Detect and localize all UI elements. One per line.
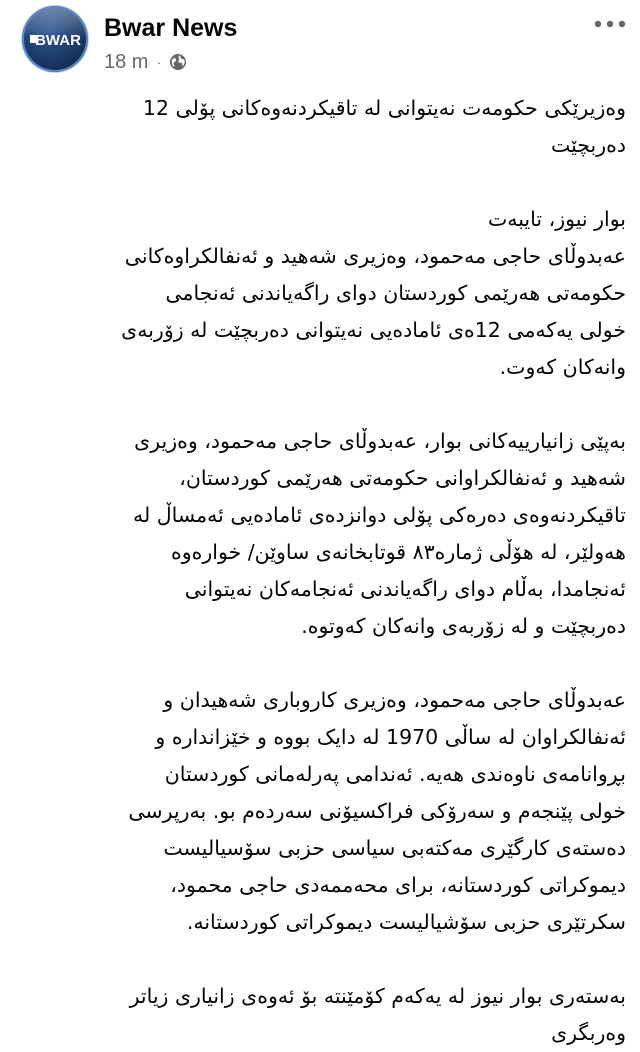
more-horizontal-icon — [593, 20, 627, 28]
meta-separator: · — [156, 54, 162, 70]
post-meta — [104, 49, 187, 75]
post-paragraph: بوار نیوز، تایبەت عەبدوڵای حاجی مەحمود، وەزیری شەهید و ئەنفالکراوەکانی حکومەتی هەرێمی کوردستان دوای راگەیاندنی ئەنجامی خولی یەکەمی 12ەی ئامادەیی نەیتوانی دەربچێت لە زۆربەی وانەکان کەوت. — [121, 207, 626, 379]
post-time[interactable]: 18 m — [104, 50, 149, 73]
avatar-logo-text: BWAR — [35, 32, 81, 49]
post-header — [0, 0, 640, 86]
more-options-button[interactable] — [592, 12, 628, 36]
post-paragraph: بەستەری بوار نیوز لە یەکەم کۆمێنتە بۆ ئەوەی زانیاری زیاتر وەربگری — [129, 984, 626, 1045]
post-paragraph: عەبدوڵای حاجی مەحمود، وەزیری کاروباری شەهیدان و ئەنفالکراوان لە ساڵی 1970 لە دایک بووە و خێزاندارە و بڕوانامەی ناوەندی هەیە. ئەندامی پەرلەمانی کوردستان خولی پێنجەم و سەرۆکی فراکسیۆنی سەردەم بو. بەرپرسی دەستەی کارگێری مەکتەبی سیاسی حزبی سۆسیالیست دیموکراتی کوردستانە، برای محەممەدی حاجی محمود، سکرتێری حزبی سۆشیالیست دیموکراتی کوردستانە. — [128, 688, 626, 934]
avatar[interactable] — [22, 6, 88, 72]
post-body — [36, 90, 626, 1052]
post-headline: وەزیرێکی حکومەت نەیتوانی لە تاقیکردنەوەکانی پۆلی 12 دەربچێت — [142, 96, 626, 157]
bwar-logo-icon — [22, 6, 88, 72]
post-paragraph: بەپێی زانیارییەکانی بوار، عەبدوڵای حاجی مەحمود، وەزیری شەهید و ئەنفالکراوانی حکومەتی هەرێمی کوردستان، تاقیکردنەوەی دەرەکی پۆلی دوانزدەی ئامادەیی ئەمساڵ لە هەولێر، لە هۆڵی ژمارە٨٣ قوتابخانەی ساوێن/ خوارەوە ئەنجامدا، بەڵام دوای راگەیاندنی ئەنجامەکان نەیتوانی دەربچێت و لە زۆربەی وانەکان کەوتوە. — [132, 429, 626, 638]
page-name[interactable]: Bwar News — [104, 14, 238, 42]
globe-icon[interactable] — [169, 53, 187, 71]
